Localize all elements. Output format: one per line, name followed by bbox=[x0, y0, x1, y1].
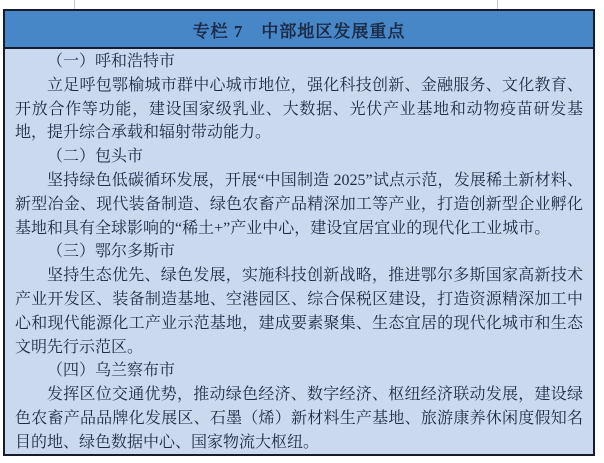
page-gridline-artifact-right bbox=[497, 0, 498, 9]
section-ulanqab bbox=[15, 359, 583, 454]
section-ordos bbox=[15, 240, 583, 359]
page-gridline-artifact-left bbox=[74, 0, 75, 9]
highlight-box-column7 bbox=[3, 9, 595, 456]
section-hohhot bbox=[15, 50, 583, 145]
section-heading: （四）乌兰察布市 bbox=[47, 362, 176, 380]
panel-body bbox=[5, 49, 593, 455]
section-heading: （一）呼和浩特市 bbox=[47, 53, 176, 70]
section-body: 立足呼包鄂榆城市群中心城市地位，强化科技创新、金融服务、文化教育、开放合作等功能，建设国家级乳业、大数据、光伏产业基地和动物疫苗研发基地，提升综合承载和辐射带动能力。 bbox=[15, 76, 583, 142]
section-body: 发挥区位交通优势，推动绿色经济、数字经济、枢纽经济联动发展，建设绿色农畜产品品牌化发展区、石墨（烯）新材料生产基地、旅游康养休闲度假知名目的地、绿色数据中心、国家物流大枢纽。 bbox=[15, 386, 583, 451]
section-baotou bbox=[15, 145, 583, 240]
panel-title: 专栏 7 中部地区发展重点 bbox=[5, 11, 593, 49]
section-heading: （二）包头市 bbox=[47, 148, 144, 166]
section-heading: （三）鄂尔多斯市 bbox=[47, 243, 176, 261]
section-body: 坚持绿色低碳循环发展，开展“中国制造 2025”试点示范，发展稀土新材料、新型冶金、现代装备制造、绿色农畜产品精深加工等产业，打造创新型企业孵化基地和具有全球影响的“稀土+”产业中心，建设宜居宜业的现代化工业城市。 bbox=[15, 171, 583, 237]
section-body: 坚持生态优先、绿色发展，实施科技创新战略，推进鄂尔多斯国家高新技术产业开发区、装备制造基地、空港园区、综合保税区建设，打造资源精深加工中心和现代能源化工产业示范基地，建成要素聚集、生态宜居的现代化城市和生态文明先行示范区。 bbox=[15, 267, 583, 356]
